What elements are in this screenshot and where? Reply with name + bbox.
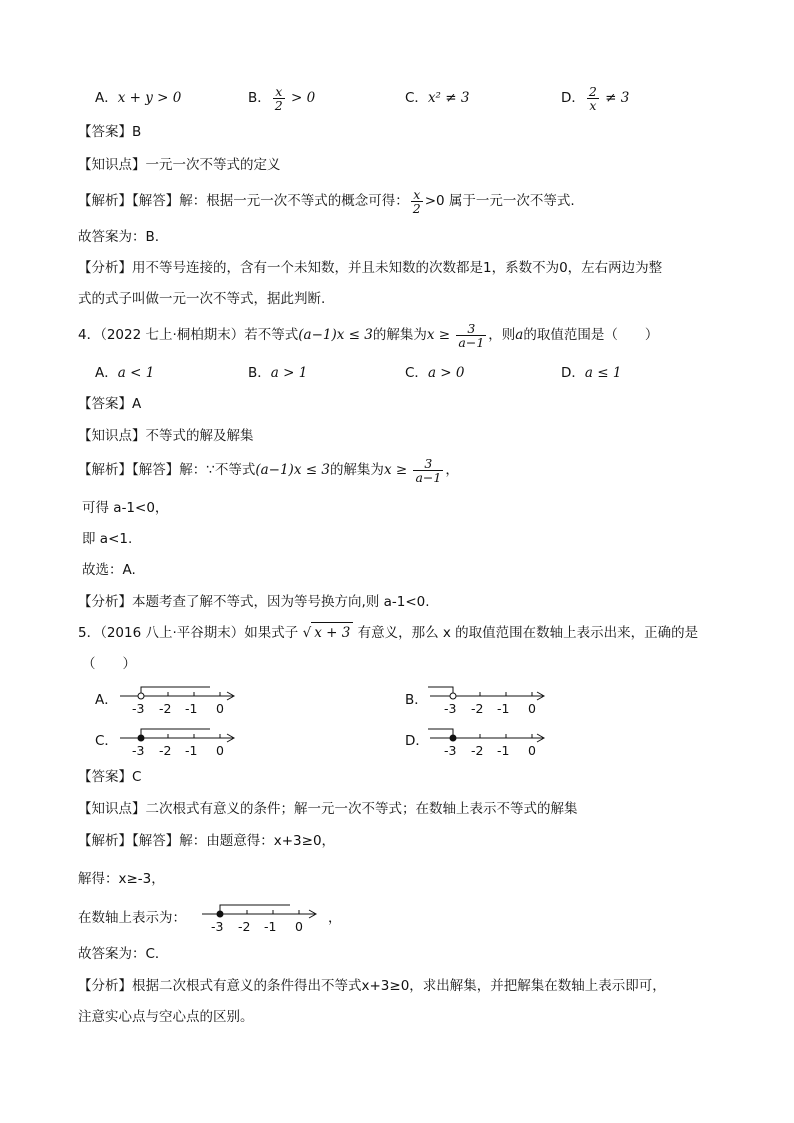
tick-label: -2: [471, 701, 484, 716]
tick-label: -3: [444, 701, 457, 716]
q4-step-3: 故选：A.: [82, 562, 136, 578]
q3-option-a-math: x + y > 0: [117, 90, 182, 106]
solution-bracket: [141, 729, 210, 738]
tick-label: -3: [132, 701, 145, 716]
q3-option-c: C．x² ≠ 3: [405, 90, 470, 106]
q3-solution: 【解析】【解答】解：根据一元一次不等式的概念可得： $\frac{x}{2}$ >0 属于一元一次不等式.: [78, 186, 575, 216]
q3-solution-final: 故答案为：B.: [78, 229, 160, 245]
q5-solution-number-line: [200, 902, 325, 936]
q3-analysis-line2: 式的式子叫做一元一次不等式，据此判断.: [78, 291, 326, 307]
q3-option-d-fraction: $\frac{2}{x}$: [588, 83, 597, 113]
q5-option-a-label: A．: [95, 692, 118, 708]
tick-label: -2: [238, 919, 251, 934]
tick-label: -3: [132, 743, 145, 758]
open-dot-icon: [138, 693, 144, 699]
tick-label: -3: [211, 919, 224, 934]
q4-step-1: 可得 a-1<0，: [82, 500, 169, 516]
q5-analysis: 【分析】根据二次根式有意义的条件得出不等式x+3≥0，求出解集，并把解集在数轴上表示即可，: [78, 978, 666, 994]
tick-label: -2: [159, 701, 172, 716]
q5-option-a-number-line: [118, 684, 243, 718]
q5-answer: 【答案】C: [78, 769, 142, 785]
q4-answer: 【答案】A: [78, 396, 142, 412]
q3-option-d: D． $\frac{2}{x}$ ≠ 3: [561, 83, 630, 113]
q4-analysis: 【分析】本题考查了解不等式，因为等号换方向,则 a-1<0.: [78, 594, 430, 610]
solution-bracket: [141, 687, 210, 696]
q4-solution: 【解析】【解答】解：∵不等式(a−1)x ≤ 3的解集为x ≥ $\frac{3}{a-1}$ ，: [78, 455, 459, 485]
radical-sign-icon: √: [302, 625, 312, 641]
q4-option-d: D．a ≤ 1: [561, 365, 622, 381]
q3-option-a: A．x + y > 0: [95, 90, 182, 106]
q3-option-b-fraction: $\frac{x}{2}$: [274, 83, 283, 113]
q5-analysis-line2: 注意实心点与空心点的区别。: [78, 1009, 254, 1025]
solution-bracket: [428, 729, 453, 738]
q5-stem-paren: （ ）: [82, 656, 136, 672]
solid-dot-icon: [138, 735, 144, 741]
q4-stem-fraction: $\frac{3}{a-1}$: [458, 320, 485, 350]
tick-label: -2: [471, 743, 484, 758]
q4-option-a: A．a < 1: [95, 365, 155, 381]
solution-bracket: [220, 905, 290, 914]
q5-stem-radicand: x + 3: [311, 622, 353, 643]
q3-analysis: 【分析】用不等号连接的，含有一个未知数，并且未知数的次数都是1，系数不为0，左右两边为整: [78, 260, 663, 276]
q4-option-c: C．a > 0: [405, 365, 465, 381]
open-dot-icon: [450, 693, 456, 699]
tick-label: -1: [185, 701, 198, 716]
tick-label: -3: [444, 743, 457, 758]
tick-label: 0: [216, 701, 224, 716]
tick-label: 0: [216, 743, 224, 758]
q5-option-c-number-line: [118, 726, 243, 760]
q5-option-d-number-line: [428, 726, 553, 760]
q4-step-2: 即 a<1.: [82, 531, 133, 547]
q4-stem: 4．（2022 七上·桐柏期末）若不等式(a−1)x ≤ 3的解集为x ≥ $\frac{3}{a-1}$ ，则a的取值范围是（ ）: [78, 320, 659, 350]
q5-option-c-label: C．: [95, 733, 118, 749]
q3-knowledge-point: 【知识点】一元一次不等式的定义: [78, 157, 281, 173]
q5-step-1: 解得：x≥-3，: [78, 871, 165, 887]
tick-label: -1: [185, 743, 198, 758]
q5-step-2: 在数轴上表示为：: [78, 910, 186, 926]
tick-label: 0: [528, 743, 536, 758]
tick-label: -1: [497, 701, 510, 716]
solid-dot-icon: [217, 911, 223, 917]
q3-answer: 【答案】B: [78, 124, 142, 140]
q5-stem: 5．（2016 八上·平谷期末）如果式子 √ x + 3 有意义，那么 x 的取值范围在数轴上表示出来，正确的是: [78, 622, 698, 643]
q5-option-b-label: B．: [405, 692, 428, 708]
tick-label: 0: [528, 701, 536, 716]
q4-knowledge-point: 【知识点】不等式的解及解集: [78, 428, 254, 444]
q5-option-b-number-line: [428, 684, 553, 718]
tick-label: -1: [264, 919, 277, 934]
tick-label: -2: [159, 743, 172, 758]
tick-label: 0: [295, 919, 303, 934]
q3-option-b: B． $\frac{x}{2}$ > 0: [248, 83, 316, 113]
q5-step-3: 故答案为：C．: [78, 946, 169, 962]
q3-option-c-math: x² ≠ 3: [427, 90, 470, 106]
q4-solution-fraction: $\frac{3}{a-1}$: [415, 455, 442, 485]
solid-dot-icon: [450, 735, 456, 741]
solution-bracket: [428, 687, 453, 696]
q4-option-b: B．a > 1: [248, 365, 308, 381]
q5-option-d-label: D．: [405, 733, 429, 749]
q5-step-2-end: ，: [328, 910, 342, 926]
tick-label: -1: [497, 743, 510, 758]
q5-knowledge-point: 【知识点】二次根式有意义的条件；解一元一次不等式；在数轴上表示不等式的解集: [78, 801, 578, 817]
q5-solution: 【解析】【解答】解：由题意得：x+3≥0，: [78, 833, 336, 849]
